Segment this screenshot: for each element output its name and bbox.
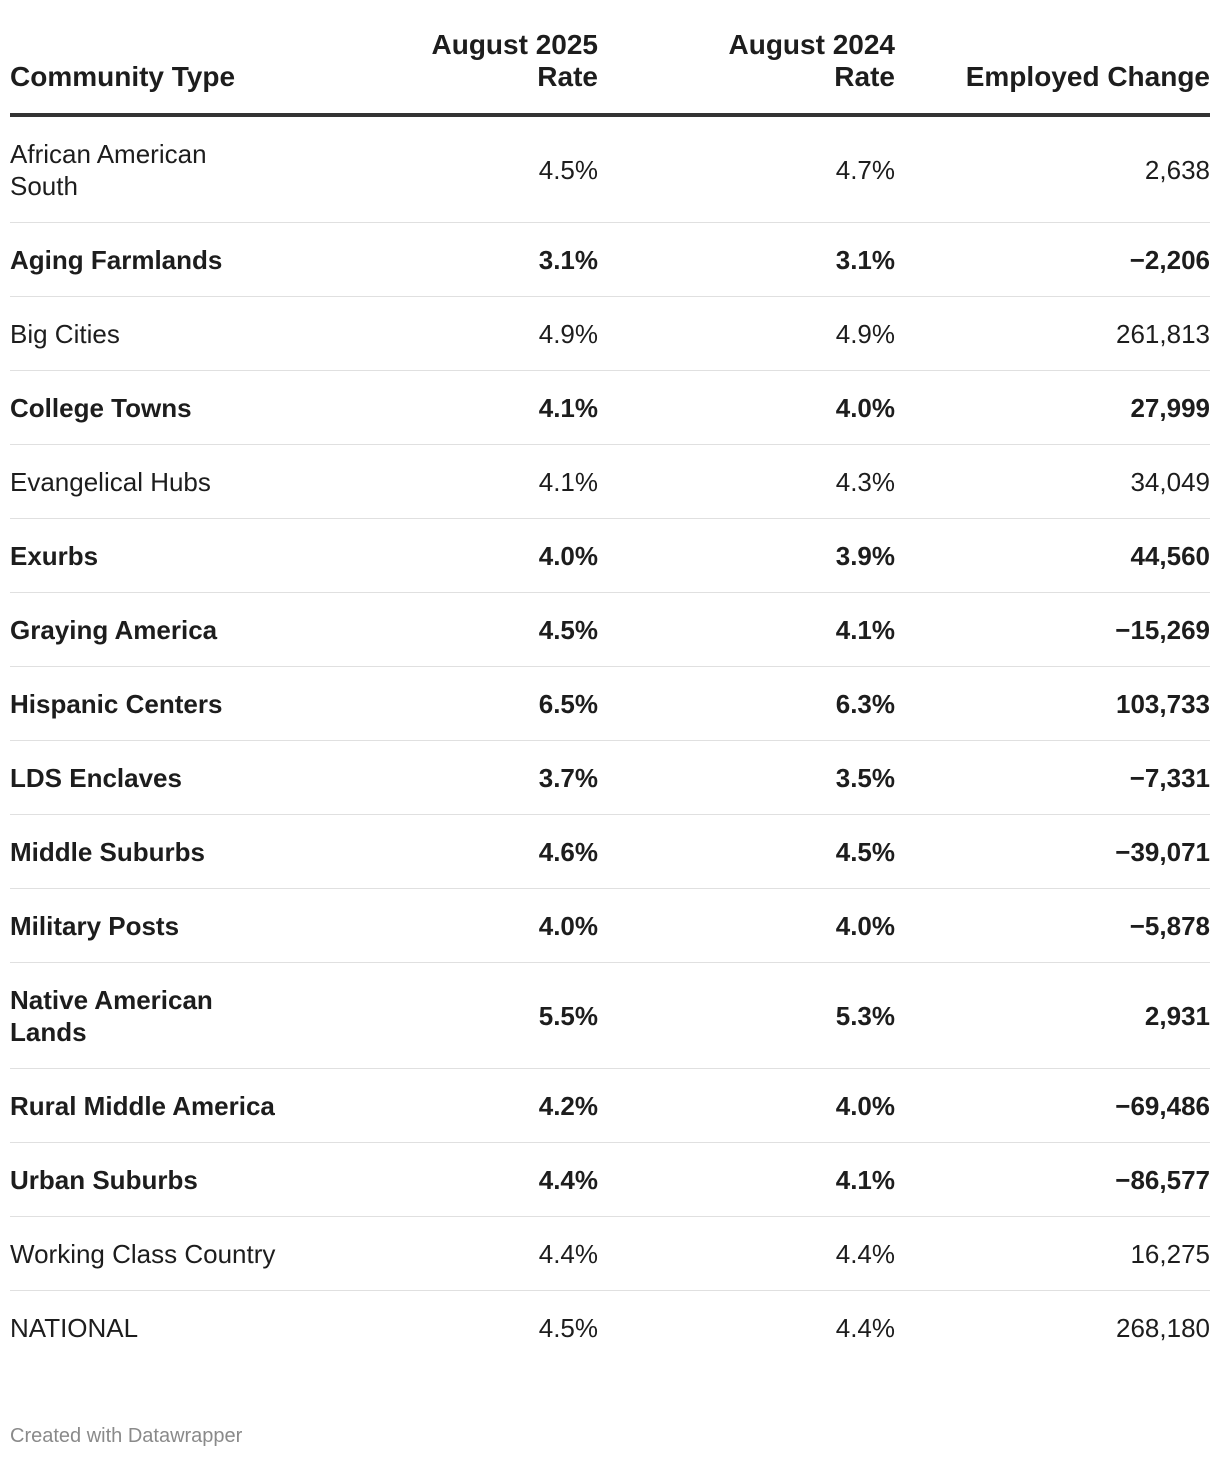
cell-employed-change: −7,331 <box>895 741 1210 815</box>
community-name: Graying America <box>10 614 218 645</box>
cell-community-type <box>10 1291 316 1365</box>
header-line: Community Type <box>10 61 236 92</box>
cell-community-type <box>10 889 316 963</box>
table-row <box>10 815 1210 889</box>
table-header <box>10 0 1210 115</box>
cell-august-2024-rate: 4.7% <box>598 115 895 223</box>
community-name: Hispanic Centers <box>10 688 223 719</box>
community-name: Military Posts <box>10 910 180 941</box>
cell-employed-change: −86,577 <box>895 1143 1210 1217</box>
cell-employed-change: 2,638 <box>895 115 1210 223</box>
table-row <box>10 115 1210 223</box>
table-row <box>10 1069 1210 1143</box>
community-name: Middle Suburbs <box>10 836 205 867</box>
cell-community-type <box>10 963 316 1069</box>
cell-august-2024-rate: 6.3% <box>598 667 895 741</box>
community-name: Rural Middle America <box>10 1090 275 1121</box>
cell-community-type <box>10 115 316 223</box>
cell-august-2025-rate: 4.4% <box>316 1143 598 1217</box>
cell-employed-change: −15,269 <box>895 593 1210 667</box>
cell-community-type <box>10 519 316 593</box>
cell-august-2025-rate: 4.0% <box>316 889 598 963</box>
cell-employed-change: 2,931 <box>895 963 1210 1069</box>
cell-employed-change: 34,049 <box>895 445 1210 519</box>
cell-community-type <box>10 223 316 297</box>
cell-community-type <box>10 593 316 667</box>
community-name: Native American Lands <box>10 984 213 1047</box>
table-row <box>10 741 1210 815</box>
cell-august-2024-rate: 4.1% <box>598 1143 895 1217</box>
header-august-2025-rate[interactable] <box>316 0 598 115</box>
cell-august-2024-rate: 5.3% <box>598 963 895 1069</box>
header-line: Rate <box>834 61 895 92</box>
header-line: Employed Change <box>965 61 1210 92</box>
cell-august-2024-rate: 3.5% <box>598 741 895 815</box>
header-august-2024-rate[interactable] <box>598 0 895 115</box>
cell-community-type <box>10 741 316 815</box>
cell-august-2024-rate: 4.4% <box>598 1217 895 1291</box>
cell-august-2025-rate: 4.1% <box>316 445 598 519</box>
table-row <box>10 1217 1210 1291</box>
community-name: Big Cities <box>10 318 120 349</box>
cell-august-2025-rate: 6.5% <box>316 667 598 741</box>
community-name: African American South <box>10 138 207 201</box>
cell-employed-change: −39,071 <box>895 815 1210 889</box>
header-line: August 2024 <box>728 29 895 60</box>
data-table <box>10 0 1210 1364</box>
cell-employed-change: 44,560 <box>895 519 1210 593</box>
cell-employed-change: 103,733 <box>895 667 1210 741</box>
community-name: Working Class Country <box>10 1238 276 1269</box>
cell-august-2024-rate: 4.1% <box>598 593 895 667</box>
cell-community-type <box>10 815 316 889</box>
cell-august-2025-rate: 4.2% <box>316 1069 598 1143</box>
community-name: Urban Suburbs <box>10 1164 198 1195</box>
cell-august-2025-rate: 4.1% <box>316 371 598 445</box>
table-row <box>10 371 1210 445</box>
cell-community-type <box>10 667 316 741</box>
cell-employed-change: −2,206 <box>895 223 1210 297</box>
cell-employed-change: −69,486 <box>895 1069 1210 1143</box>
datawrapper-credit[interactable]: Created with Datawrapper <box>10 1425 243 1447</box>
cell-employed-change: 16,275 <box>895 1217 1210 1291</box>
cell-community-type <box>10 1069 316 1143</box>
cell-august-2024-rate: 3.1% <box>598 223 895 297</box>
header-community-type[interactable] <box>10 0 316 115</box>
cell-august-2024-rate: 4.9% <box>598 297 895 371</box>
cell-august-2025-rate: 3.7% <box>316 741 598 815</box>
community-name: LDS Enclaves <box>10 762 182 793</box>
cell-employed-change: −5,878 <box>895 889 1210 963</box>
cell-august-2025-rate: 4.5% <box>316 593 598 667</box>
community-name: Aging Farmlands <box>10 244 223 275</box>
table-row <box>10 223 1210 297</box>
cell-august-2025-rate: 4.0% <box>316 519 598 593</box>
cell-community-type <box>10 371 316 445</box>
cell-august-2024-rate: 4.0% <box>598 371 895 445</box>
community-name: Exurbs <box>10 540 99 571</box>
table-row <box>10 593 1210 667</box>
table-row <box>10 297 1210 371</box>
cell-august-2025-rate: 4.9% <box>316 297 598 371</box>
cell-employed-change: 268,180 <box>1116 1312 1210 1343</box>
table-body <box>10 115 1210 1364</box>
cell-community-type <box>10 1217 316 1291</box>
cell-august-2024-rate: 4.4% <box>835 1312 895 1343</box>
cell-august-2025-rate: 4.5% <box>316 115 598 223</box>
cell-august-2024-rate: 4.0% <box>598 889 895 963</box>
table-row <box>10 519 1210 593</box>
header-line: August 2025 <box>431 29 598 60</box>
header-employed-change[interactable] <box>895 0 1210 115</box>
header-row <box>10 0 1210 115</box>
cell-august-2025-rate: 4.5% <box>538 1312 598 1343</box>
cell-employed-change: 261,813 <box>895 297 1210 371</box>
table-row <box>10 445 1210 519</box>
table-row <box>10 1143 1210 1217</box>
cell-community-type <box>10 445 316 519</box>
table-row <box>10 667 1210 741</box>
data-table-container <box>10 0 1210 1364</box>
cell-community-type <box>10 297 316 371</box>
table-row <box>10 1291 1210 1365</box>
cell-august-2024-rate: 4.3% <box>598 445 895 519</box>
community-name: Evangelical Hubs <box>10 466 211 497</box>
cell-august-2025-rate: 4.4% <box>316 1217 598 1291</box>
header-line: Rate <box>537 61 598 92</box>
cell-august-2024-rate: 4.5% <box>598 815 895 889</box>
cell-august-2024-rate: 3.9% <box>598 519 895 593</box>
table-row <box>10 889 1210 963</box>
cell-community-type <box>10 1143 316 1217</box>
community-name: NATIONAL <box>10 1312 139 1343</box>
cell-employed-change: 27,999 <box>895 371 1210 445</box>
table-row <box>10 963 1210 1069</box>
community-name: College Towns <box>10 392 192 423</box>
cell-august-2025-rate: 5.5% <box>316 963 598 1069</box>
cell-august-2024-rate: 4.0% <box>598 1069 895 1143</box>
cell-august-2025-rate: 3.1% <box>316 223 598 297</box>
cell-august-2025-rate: 4.6% <box>316 815 598 889</box>
